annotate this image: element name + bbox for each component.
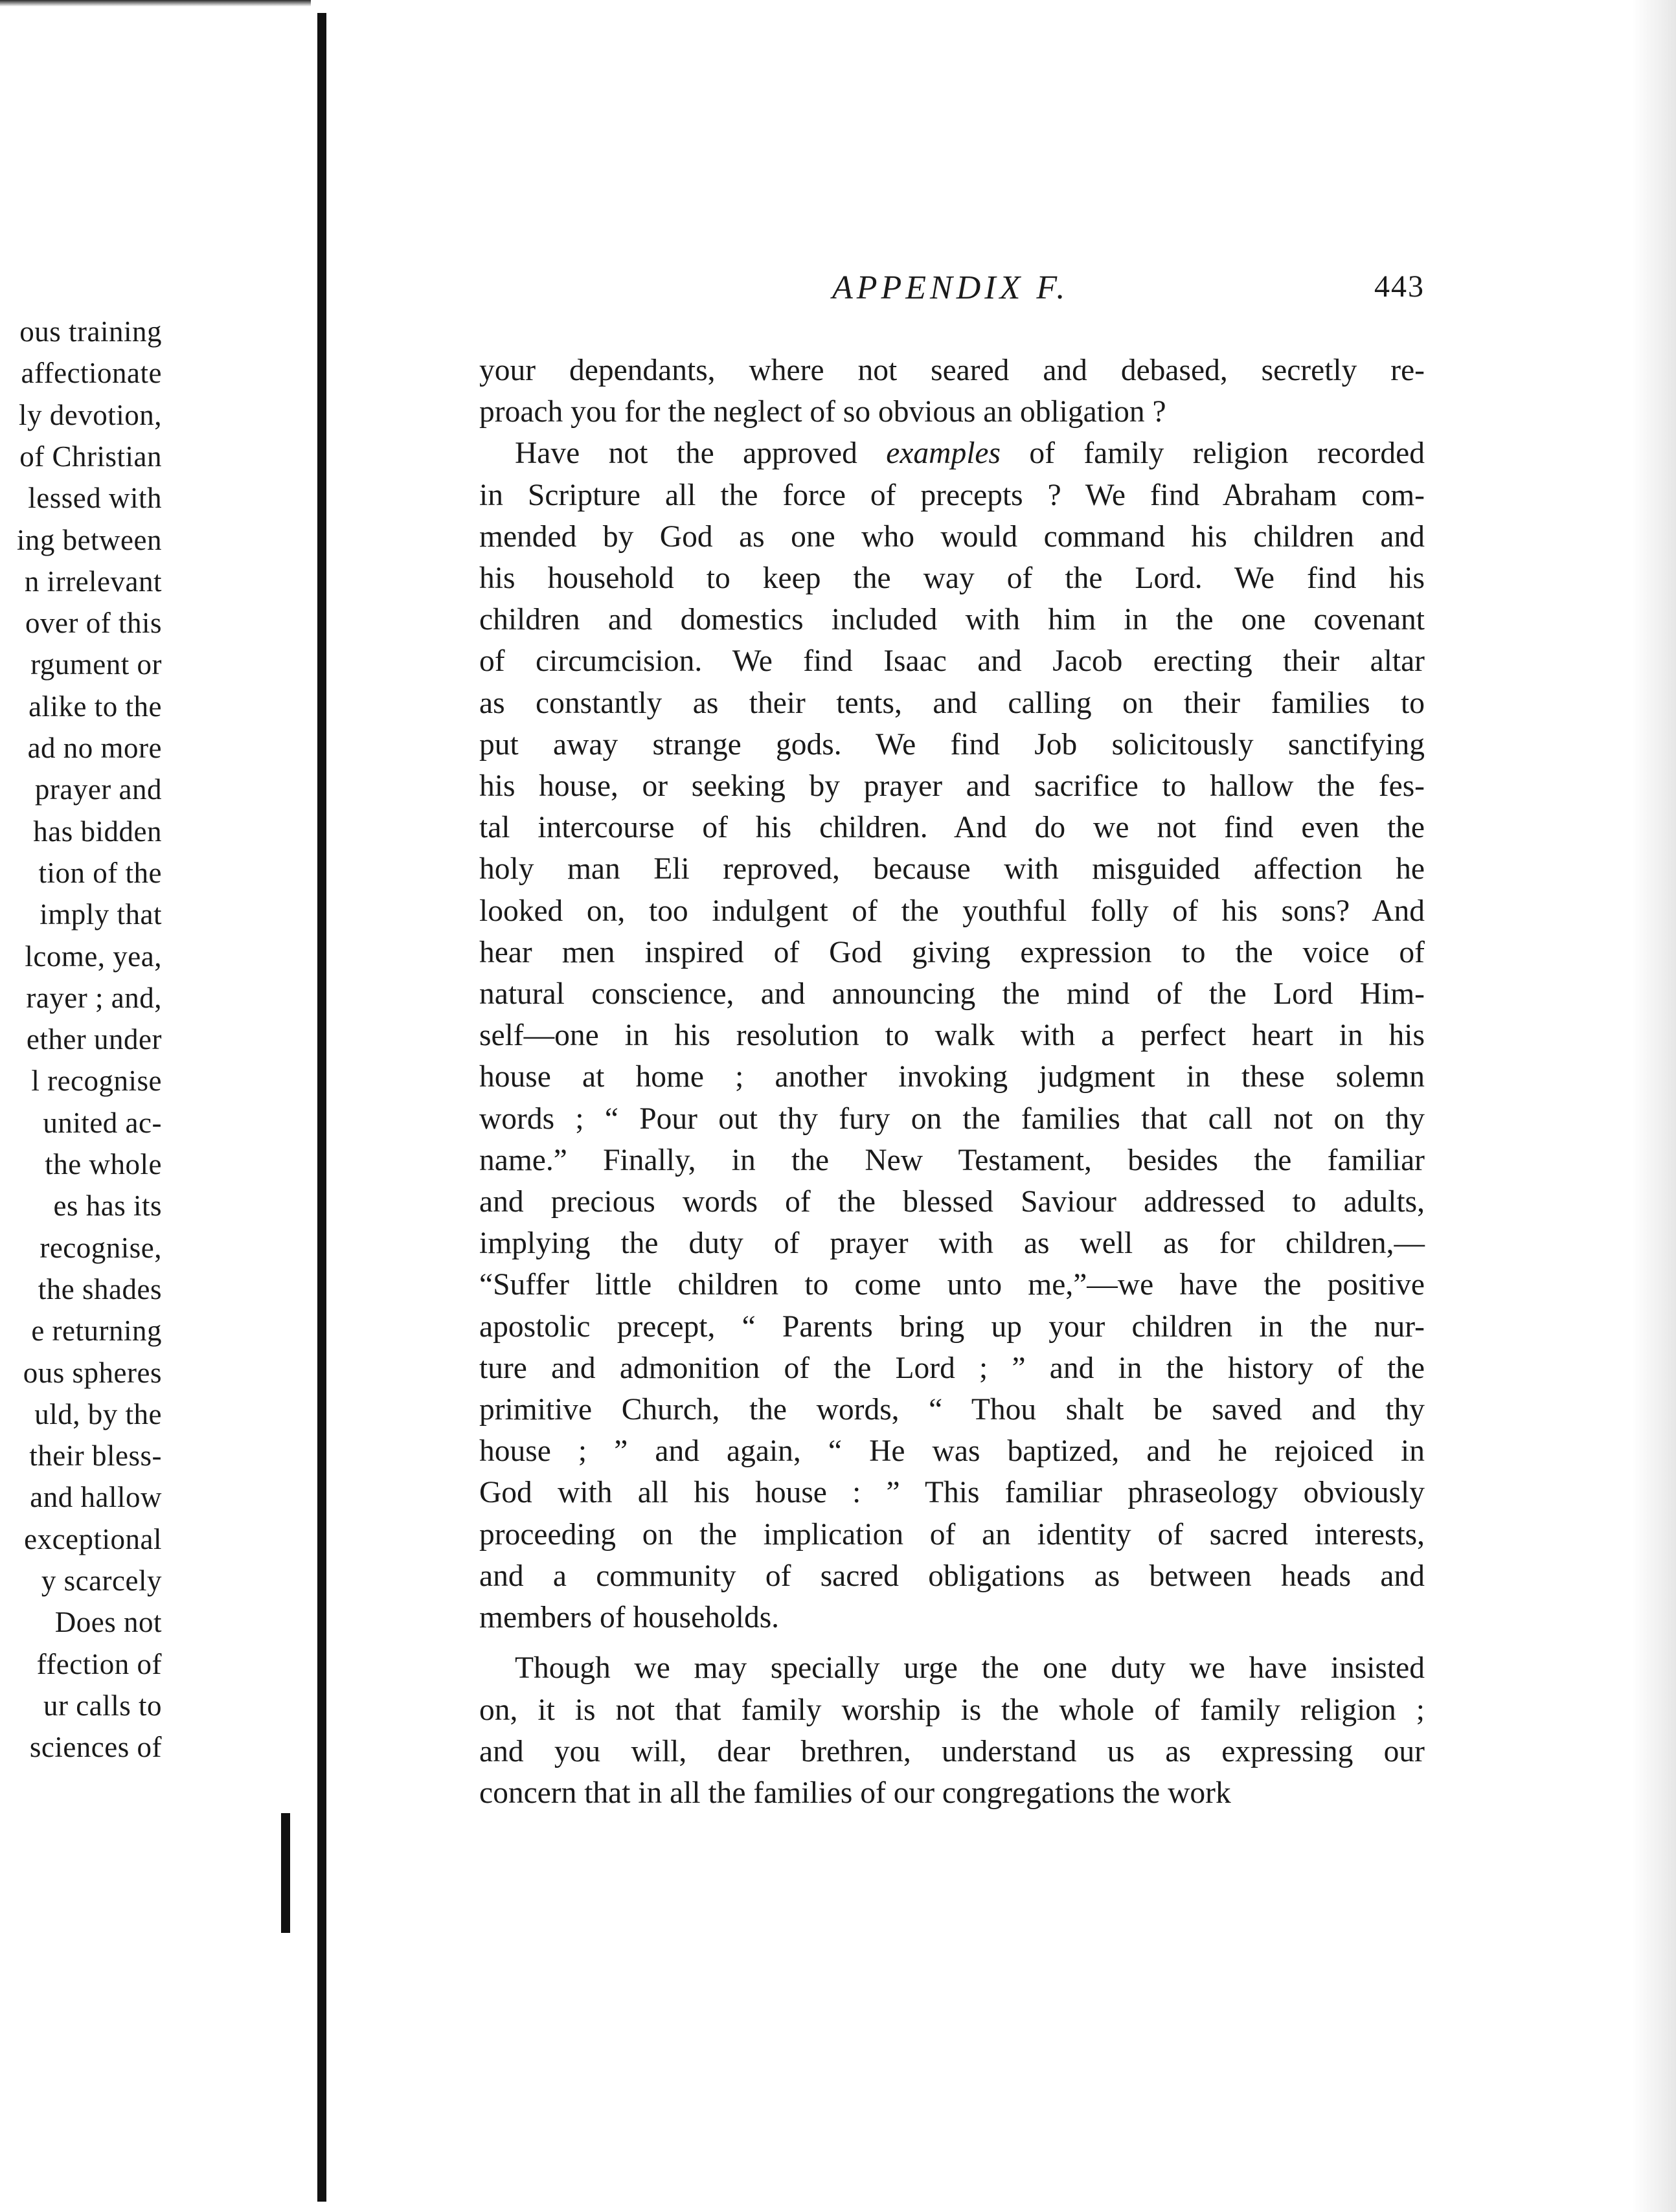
facing-page-line: ous spheres (23, 1356, 162, 1389)
text-segment: of family religion recorded (1000, 436, 1425, 471)
facing-page-line: lessed with (28, 482, 162, 515)
facing-page-line: has bidden (33, 815, 162, 848)
text-line: your dependants, where not seared and debased, secretly re- (479, 354, 1425, 387)
facing-page-line: the whole (45, 1148, 162, 1180)
text-line: as constantly as their tents, and calling on their families to (479, 686, 1425, 720)
text-line: “Suffer little children to come unto me,”—we have the positive (479, 1268, 1425, 1302)
text-line: holy man Eli reproved, because with misguided affection he (479, 852, 1425, 886)
text-line: Though we may specially urge the one duty we have insisted (515, 1651, 1425, 1686)
text-line: house at home ; another invoking judgment in these solemn (479, 1060, 1425, 1094)
facing-page-line: es has its (53, 1190, 162, 1223)
facing-page-line: exceptional (24, 1522, 162, 1555)
paragraph-gap (479, 1638, 1425, 1647)
facing-page-line: prayer and (34, 773, 162, 806)
facing-page-line: e returning (31, 1315, 162, 1348)
facing-page-line: rgument or (30, 648, 162, 681)
body-text (479, 350, 1425, 1814)
text-line: of circumcision. We find Isaac and Jacob erecting their altar (479, 644, 1425, 679)
text-line: looked on, too indulgent of the youthful folly of his sons? And (479, 894, 1425, 928)
facing-page-line: ous training (19, 315, 162, 348)
italic-emphasis: examples (886, 436, 1001, 471)
text-line: implying the duty of prayer with as well as for children,— (479, 1226, 1425, 1261)
text-line: God with all his house : ” This familiar phraseology obviously (479, 1476, 1425, 1510)
facing-page-line: n irrelevant (24, 565, 162, 598)
facing-page-line: ether under (26, 1023, 162, 1056)
paragraph (479, 1647, 1425, 1814)
text-line: name.” Finally, in the New Testament, besides the familiar (479, 1143, 1425, 1177)
facing-page-line: affectionate (21, 357, 162, 390)
running-head: APPENDIX F. (832, 269, 1069, 306)
text-line: on, it is not that family worship is the whole of family religion ; (479, 1693, 1425, 1727)
page-header (479, 265, 1425, 311)
facing-page-line: y scarcely (41, 1564, 162, 1597)
text-line: mended by God as one who would command his children and (479, 519, 1425, 554)
paragraph (479, 350, 1425, 433)
text-line: hear men inspired of God giving expression to the voice of (479, 935, 1425, 969)
facing-page-fragment (0, 311, 162, 1800)
text-line: tal intercourse of his children. And do we not find even the (479, 811, 1425, 845)
facing-page-line: the shades (38, 1272, 162, 1305)
binding-gutter (317, 13, 326, 2202)
text-line: concern that in all the families of our congregations the work (479, 1776, 1231, 1810)
binding-notch (281, 1813, 290, 1933)
facing-page-line: tion of the (38, 856, 162, 889)
facing-page-line: and hallow (30, 1481, 162, 1514)
text-line: put away strange gods. We find Job solicitously sanctifying (479, 727, 1425, 762)
facing-page-line: uld, by the (34, 1397, 162, 1430)
text-line: his household to keep the way of the Lord. We find his (479, 561, 1425, 596)
facing-page-line: sciences of (29, 1731, 162, 1764)
text-line: members of households. (479, 1601, 780, 1635)
facing-page-line: ffection of (36, 1647, 162, 1680)
text-line: and a community of sacred obligations as between heads and (479, 1559, 1425, 1593)
page-edge-shadow (1632, 0, 1676, 2212)
text-line: in Scripture all the force of precepts ? We find Abraham com- (479, 478, 1425, 512)
facing-page-line: ly devotion, (19, 398, 162, 431)
facing-page-line: imply that (40, 898, 162, 931)
text-line: proach you for the neglect of so obvious an obligation ? (479, 395, 1166, 429)
facing-page-line: over of this (25, 607, 162, 640)
page-top-edge (0, 0, 311, 6)
facing-page-line: of Christian (19, 440, 162, 473)
paragraph (479, 433, 1425, 1638)
facing-page-line: united ac- (43, 1106, 162, 1139)
facing-page-line: lcome, yea, (25, 940, 162, 973)
text-line: ture and admonition of the Lord ; ” and in the history of the (479, 1351, 1425, 1385)
facing-page-line: rayer ; and, (26, 981, 162, 1014)
text-line (479, 433, 1425, 474)
text-line: children and domestics included with him in the one covenant (479, 603, 1425, 637)
facing-page-line: alike to the (28, 690, 162, 723)
text-line: his house, or seeking by prayer and sacrifice to hallow the fes- (479, 769, 1425, 804)
text-line: apostolic precept, “ Parents bring up your children in the nur- (479, 1309, 1425, 1344)
facing-page-line: their bless- (29, 1439, 162, 1473)
facing-page-line: ur calls to (43, 1689, 162, 1722)
text-line: primitive Church, the words, “ Thou shalt be saved and thy (479, 1393, 1425, 1427)
text-segment: Have not the approved (515, 436, 887, 471)
text-line: words ; “ Pour out thy fury on the families that call not on thy (479, 1101, 1425, 1136)
text-line: natural conscience, and announcing the mind of the Lord Him- (479, 977, 1425, 1011)
text-line: and you will, dear brethren, understand us as expressing our (479, 1734, 1425, 1768)
page-number: 443 (1374, 269, 1425, 304)
text-line: and precious words of the blessed Saviour addressed to adults, (479, 1185, 1425, 1219)
text-line: self—one in his resolution to walk with a perfect heart in his (479, 1019, 1425, 1053)
facing-page-line: Does not (54, 1606, 162, 1639)
text-line: proceeding on the implication of an identity of sacred interests, (479, 1517, 1425, 1552)
text-line: house ; ” and again, “ He was baptized, and he rejoiced in (479, 1434, 1425, 1469)
facing-page-line: l recognise (31, 1065, 162, 1098)
facing-page-line: ing between (16, 523, 162, 556)
facing-page-line: recognise, (40, 1231, 162, 1264)
facing-page-line: ad no more (27, 732, 162, 764)
